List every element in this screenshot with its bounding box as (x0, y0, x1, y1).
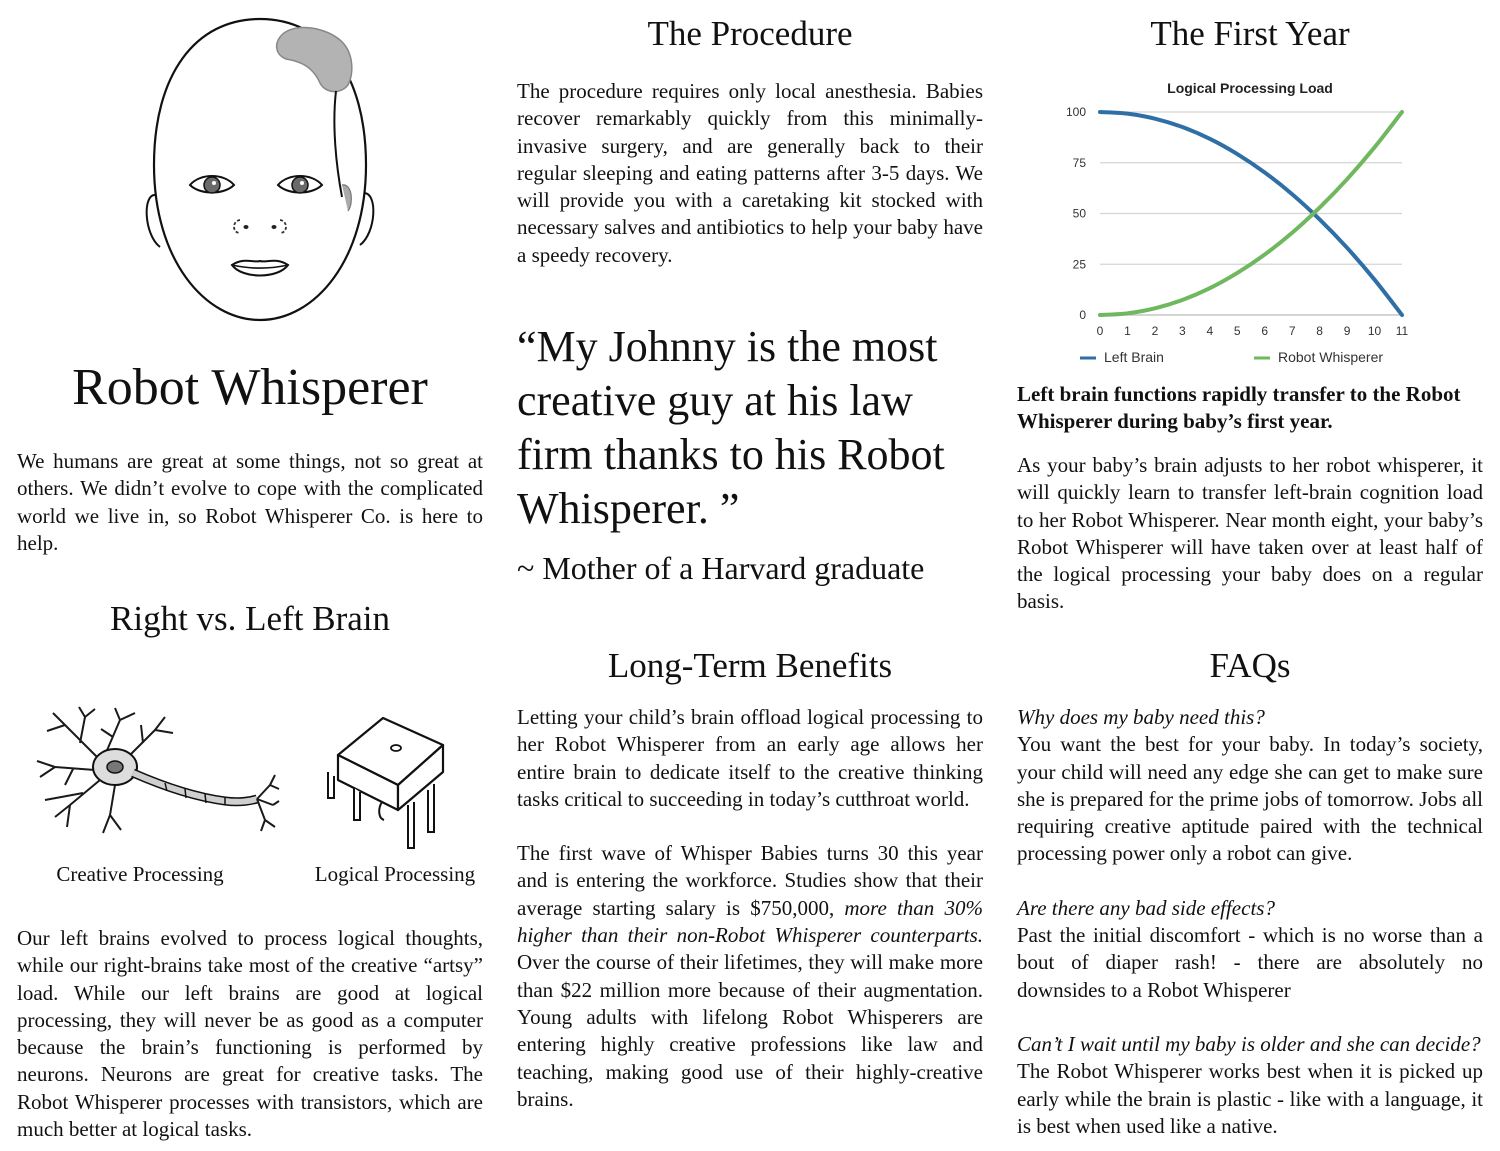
logical-processing-load-chart (1040, 70, 1420, 380)
chart-x-tick-label: 3 (1179, 324, 1186, 338)
faq-question: Are there any bad side effects? (1017, 895, 1275, 920)
procedure-heading: The Procedure (647, 14, 853, 53)
chart-x-tick-label: 8 (1316, 324, 1323, 338)
chart-y-tick-label: 100 (1065, 105, 1086, 119)
chart-y-tick-label: 25 (1072, 257, 1086, 272)
caption-creative-processing: Creative Processing (56, 862, 224, 886)
benefits-paragraph-2: The first wave of Whisper Babies turns 30 this year and is entering the workforce. Studies show that their average starting salary is $750,000, more than 30% higher than their non-Robot Whisperer counterparts. Over the course of their lifetimes, they will make more than $22 million more because of their augmentation. Young adults with lifelong Robot Whisperers are entering highly creative professions like law and teaching, making good use of their highly-creative brains. (517, 841, 983, 1111)
long-term-benefits-body (517, 704, 983, 1113)
first-year-heading: The First Year (1150, 14, 1350, 53)
neuron-illustration (25, 705, 280, 845)
right-left-brain-body: Our left brains evolved to process logical thoughts, while our right-brains take most of the creative “artsy” load. While our left brains are good at logical processing, they will never be as good as a computer because the brain’s functioning is performed by neurons. Neurons are great for creative tasks. The Robot Whisperer processes with transistors, which are much better at logical tasks. (17, 926, 483, 1142)
testimonial-quote: “My Johnny is the most creative guy at his law firm thanks to his Robot Whisperer. ” (517, 322, 945, 533)
faq-answer: The Robot Whisperer works best when it is picked up early while the brain is plastic - like with a language, it is best when used like a native. (1017, 1059, 1483, 1138)
faq-question: Why does my baby need this? (1017, 705, 1265, 729)
chart-x-tick-label: 2 (1151, 324, 1159, 338)
chart-x-tick-label: 6 (1261, 324, 1269, 338)
chart-x-tick-label: 9 (1343, 324, 1351, 338)
chart-x-tick-label: 5 (1233, 324, 1241, 338)
caption-logical-processing: Logical Processing (314, 862, 476, 886)
faq-question: Can’t I wait until my baby is older and she can decide? (1017, 1031, 1481, 1056)
chart-legend-label: Left Brain (1104, 349, 1164, 365)
faq-list (1017, 704, 1483, 1140)
chart-caption: Left brain functions rapidly transfer to the Robot Whisperer during baby’s first year. (1017, 382, 1461, 434)
long-term-benefits-heading: Long-Term Benefits (607, 646, 893, 685)
faqs-heading: FAQs (1209, 646, 1291, 685)
first-year-body: As your baby’s brain adjusts to her robot whisperer, it will quickly learn to transfer left-brain cognition load to her Robot Whisperer. Near month eight, your baby’s Robot Whisperer will have taken over at least half of the logical processing your baby does on a regular basis. (1017, 453, 1483, 614)
chip-illustration (318, 710, 458, 855)
procedure-body: The procedure requires only local anesthesia. Babies recover remarkably quickly from this minimally-invasive surgery, and are generally back to their regular sleeping and eating patterns after 3-5 days. We will provide you with a caretaking kit stocked with necessary salves and antibiotics to help your baby have a speedy recovery. (517, 79, 983, 267)
chart-legend-label: Robot Whisperer (1278, 349, 1384, 365)
chart-y-tick-label: 75 (1072, 155, 1086, 170)
intro-text: We humans are great at some things, not so great at others. We didn’t evolve to cope with the complicated world we live in, so Robot Whisperer Co. is here to help. (17, 449, 483, 555)
chart-x-tick-label: 4 (1206, 324, 1214, 338)
chart-y-tick-label: 50 (1072, 206, 1086, 221)
brand-title: Robot Whisperer (72, 359, 428, 416)
chart-x-tick-label: 11 (1395, 324, 1409, 338)
quote-attribution: ~ Mother of a Harvard graduate (517, 550, 925, 586)
benefits-paragraph-1: Letting your child’s brain offload logical processing to her Robot Whisperer from an early age allows her entire brain to dedicate itself to the creative thinking tasks critical to succeeding in today’s cutthroat world. (517, 705, 983, 811)
baby-head-illustration (140, 15, 380, 345)
faq-answer: Past the initial discomfort - which is no worse than a bout of diaper rash! - there are absolutely no downsides to a Robot Whisperer (1017, 923, 1483, 1002)
faq-answer: You want the best for your baby. In today’s society, your child will need any edge she can get to make sure she is prepared for the prime jobs of tomorrow. Jobs all requiring creative aptitude paired with the technical processing power only a robot can give. (1017, 732, 1483, 866)
chart-x-tick-label: 7 (1288, 324, 1296, 338)
chart-x-tick-label: 10 (1367, 324, 1382, 338)
chart-title: Logical Processing Load (1167, 80, 1333, 96)
chart-x-tick-label: 1 (1124, 324, 1131, 338)
right-left-brain-heading: Right vs. Left Brain (110, 599, 390, 638)
chart-x-tick-label: 0 (1096, 324, 1104, 338)
chart-y-tick-label: 0 (1079, 308, 1086, 322)
